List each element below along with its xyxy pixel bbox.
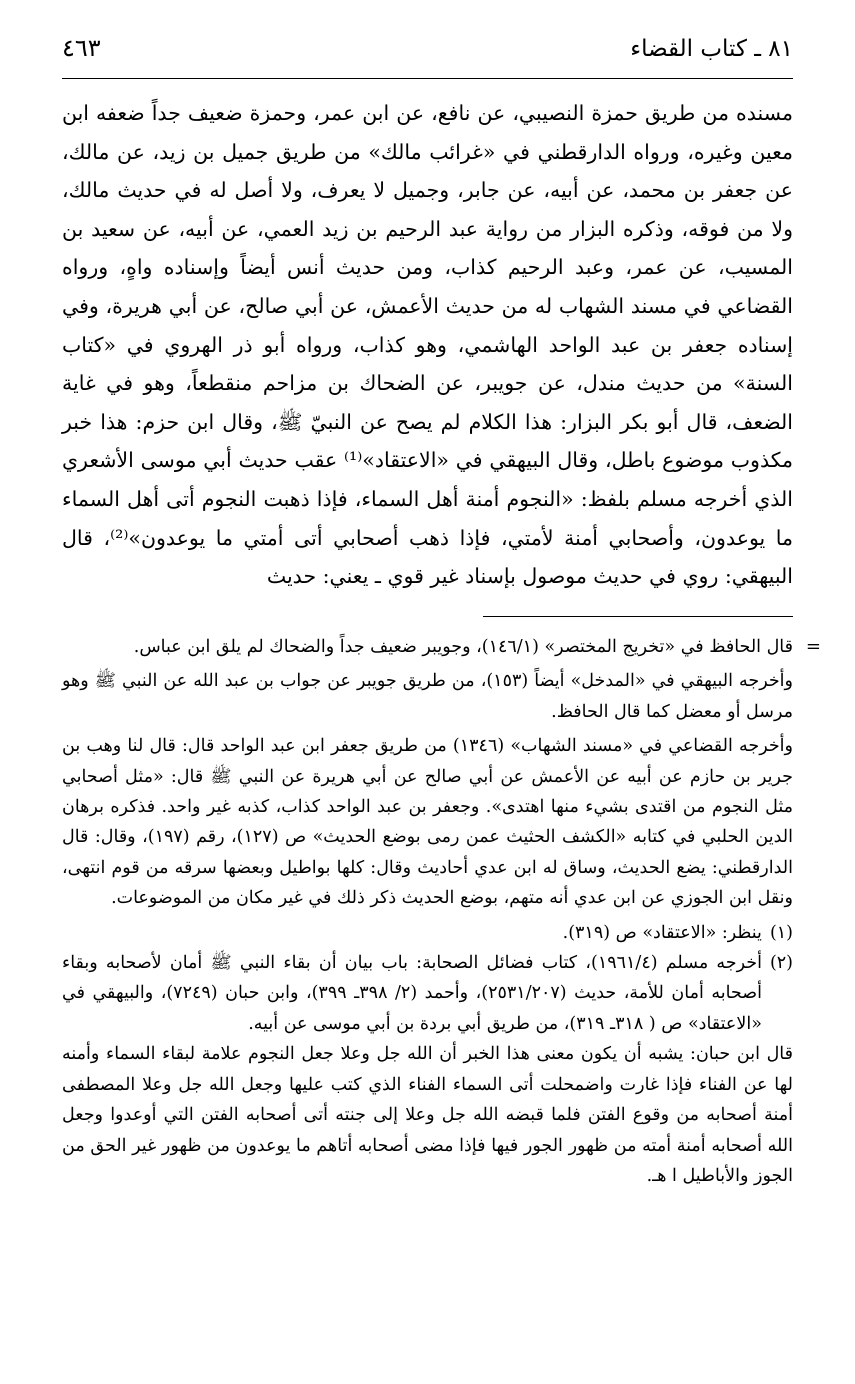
footnotes: [62, 632, 821, 1191]
footnote-1-text: ينظر: «الاعتقاد» ص (٣١٩).: [562, 922, 762, 943]
header-rule: [62, 78, 793, 79]
footnote-1: [62, 918, 793, 948]
footnote-2: [62, 948, 793, 1039]
footnote-1-number: (١): [769, 922, 793, 943]
footnote-continuation-2: وأخرجه البيهقي في «المدخل» أيضاً (١٥٣)، من طريق جويبر عن جواب بن عبد الله عن النبي ﷺ وهو مرسل أو معضل كما قال الحافظ.: [62, 671, 793, 722]
footnote-2-ibn-hibban-quote: قال ابن حبان: يشبه أن يكون معنى هذا الخبر أن الله جل وعلا جعل النجوم علامة لبقاء السماء وأمنه لها عن الفناء فإذا غارت واضمحلت أتى السماء الفناء الذي كتب عليها وجعل الله جل وعلا المصطفى أمنة أصحابه من وقوع الفتن فلما قبضه الله جل وعلا إلى جنته أتى أصحابه الفتن التي أوعدوا وجعل الله أصحابه أمنة أمته من ظهور الجور فيها فإذا مضى أصحابه أتاهم ما يوعدون من ظهور غير الحق من الجوز والأباطيل ا هـ.: [62, 1044, 793, 1186]
page-number: ٤٦٣: [62, 34, 101, 62]
footnote-continuation-1: [62, 632, 821, 662]
footnote-continuation-1-text: قال الحافظ في «تخريج المختصر» (١٤٦/١)، وجويبر ضعيف جداً والضحاك لم يلق ابن عباس.: [133, 637, 793, 657]
footnote-2-text: أخرجه مسلم (١٩٦١/٤)، كتاب فضائل الصحابة: باب بيان أن بقاء النبي ﷺ أمان لأصحابه وبقاء أصحابه أمان للأمة، حديث (٢٥٣١/٢٠٧)، وأحمد (٢/ ٣٩٨ـ ٣٩٩)، وابن حبان (٧٢٤٩)، والبيهقي في «الاعتقاد» ص ( ٣١٨ـ ٣١٩)، من طريق أبي بردة بن أبي موسى عن أبيه.: [62, 953, 762, 1034]
main-paragraph: مسنده من طريق حمزة النصيبي، عن نافع، عن ابن عمر، وحمزة ضعيف جداً ضعفه ابن معين وغيره، ورواه الدارقطني في «غرائب مالك» من طريق جميل بن زيد، عن مالك، عن جعفر بن محمد، عن أبيه، عن جابر، وجميل لا يعرف، ولا أصل له في حديث مالك، ولا من فوقه، وذكره البزار من رواية عبد الرحيم بن زيد العمي، عن أبيه، عن سعيد بن المسيب، عن عمر، وعبد الرحيم كذاب، ومن حديث أنس أيضاً وإسناده واهٍ، ورواه القضاعي في مسند الشهاب له من حديث الأعمش، عن أبي صالح، عن أبي هريرة، وفي إسناده جعفر بن عبد الواحد الهاشمي، وهو كذاب، ورواه أبو ذر الهروي في «كتاب السنة» من حديث مندل، عن جويبر، عن الضحاك بن مزاحم منقطعاً، وهو في غاية الضعف، قال أبو بكر البزار: هذا الكلام لم يصح عن النبيّ ﷺ، وقال ابن حزم: هذا خبر مكذوب موضوع باطل، وقال البيهقي في «الاعتقاد»⁽¹⁾ عقب حديث أبي موسى الأشعري الذي أخرجه مسلم بلفظ: «النجوم أمنة أهل السماء، فإذا ذهبت النجوم أتى أهل السماء ما يوعدون، وأصحابي أمنة لأمتي، فإذا ذهب أصحابي أتى أمتي ما يوعدون»⁽²⁾، قال البيهقي: روي في حديث موصول بإسناد غير قوي ـ يعني: حديث: [62, 101, 794, 589]
footnote-2-number: (٢): [769, 953, 793, 974]
footnote-continuation-3: وأخرجه القضاعي في «مسند الشهاب» (١٣٤٦) من طريق جعفر ابن عبد الواحد قال: قال لنا وهب بن جرير بن حازم عن أبيه عن الأعمش عن أبي صالح عن أبي هريرة عن النبي ﷺ قال: «مثل أصحابي مثل النجوم من اقتدى بشيء منها اهتدى». وجعفر بن عبد الواحد كذاب، كذبه غير واحد. فذكره برهان الدين الحلبي في كتابه «الكشف الحثيث عمن رمى بوضع الحديث» ص (١٢٧)، رقم (١٩٧)، وقال: قال الدارقطني: يضع الحديث، وساق له ابن عدي أحاديث وقال: كلها بواطيل وبعضها سرقه من قوم انتهى، ونقل ابن الجوزي عن ابن عدي أنه متهم، بوضع الحديث ذكر ذلك في غير مكان من الموضوعات.: [62, 736, 793, 909]
continuation-mark: =: [805, 636, 821, 657]
page-header: [62, 32, 793, 76]
main-text: [62, 94, 793, 596]
running-title: ٨١ ـ كتاب القضاء: [630, 36, 793, 62]
footnote-separator: [483, 616, 793, 617]
